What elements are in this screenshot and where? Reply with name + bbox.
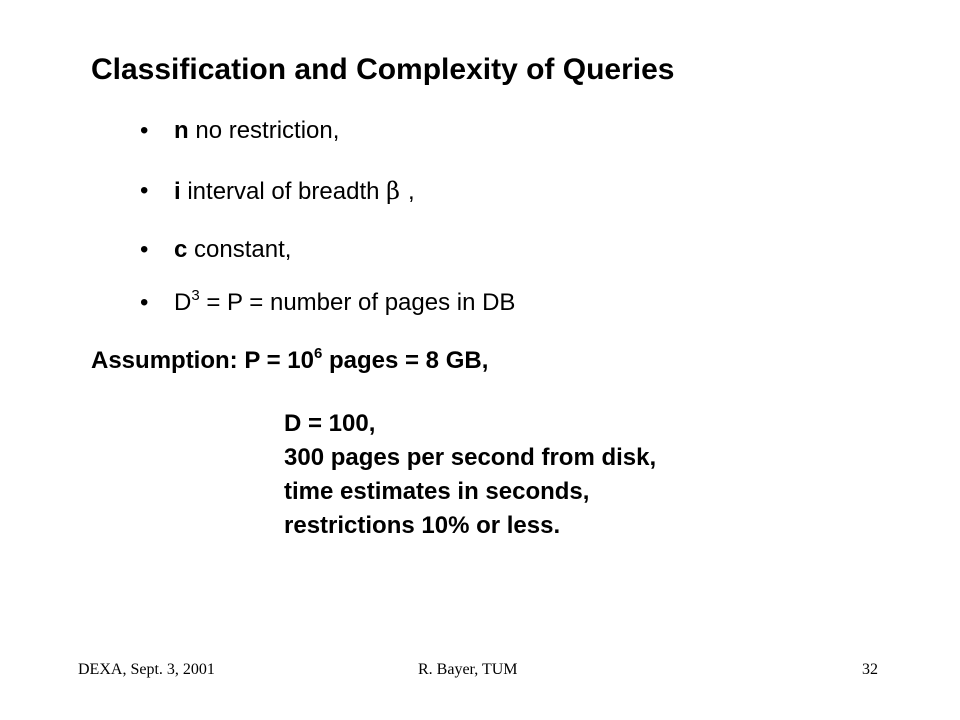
assumption-line — [91, 346, 488, 376]
bullet-marker: • — [140, 236, 149, 263]
footer-page-number: 32 — [862, 661, 878, 678]
bullet-comma: , — [408, 178, 415, 205]
bullet-marker: • — [140, 177, 149, 204]
slide-title: Classification and Complexity of Queries — [91, 53, 675, 86]
bullet-marker: • — [140, 289, 149, 316]
detail-line: D = 100, — [284, 410, 376, 437]
bullet-exponent: 3 — [191, 287, 200, 304]
footer-author: R. Bayer, TUM — [418, 661, 518, 678]
bullet-marker: • — [140, 117, 149, 144]
bullet-base: D — [174, 289, 192, 316]
detail-line: restrictions 10% or less. — [284, 512, 561, 539]
bullet-key: n — [174, 117, 189, 144]
bullet-text: = P = number of pages in DB — [199, 289, 516, 316]
footer-event: DEXA, Sept. 3, 2001 — [78, 661, 215, 678]
assumption-prefix: Assumption: P = 10 — [91, 347, 314, 374]
beta-symbol: β — [386, 177, 400, 205]
bullet-key: i — [174, 178, 181, 205]
bullet-text: constant, — [187, 236, 292, 263]
detail-line: 300 pages per second from disk, — [284, 444, 657, 471]
assumption-suffix: pages = 8 GB, — [322, 347, 489, 374]
bullet-key: c — [174, 236, 188, 263]
assumption-exponent: 6 — [313, 345, 323, 362]
assumption-details — [284, 407, 656, 543]
detail-line: time estimates in seconds, — [284, 478, 590, 505]
bullet-text: interval of breadth — [180, 178, 387, 205]
bullet-text: no restriction, — [188, 117, 340, 144]
